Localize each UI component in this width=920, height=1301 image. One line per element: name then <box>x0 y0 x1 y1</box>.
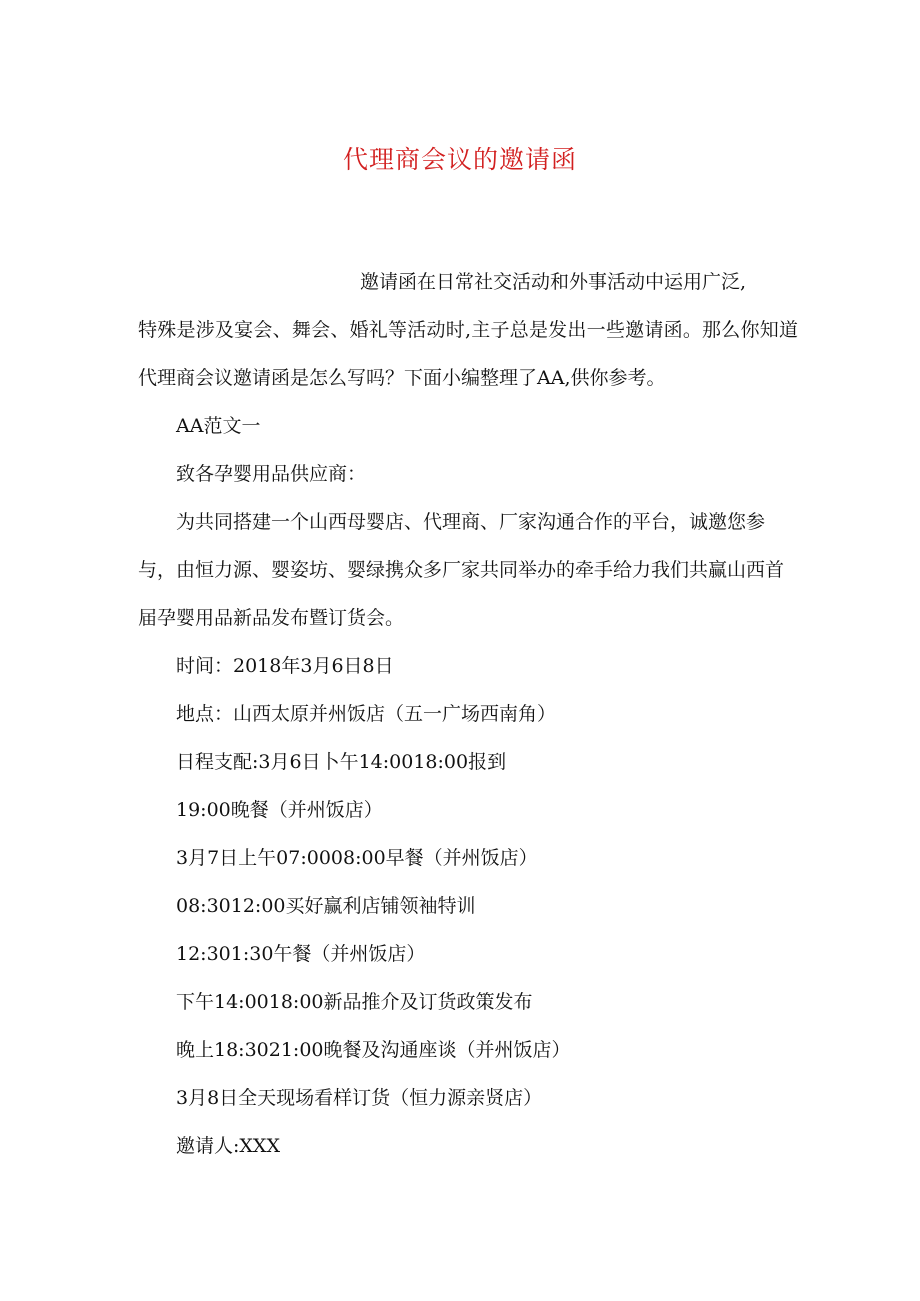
salutation: 致各孕婴用品供应商： <box>176 463 367 485</box>
intro-first-line: 邀请函在日常社交活动和外事活动中运用广泛, <box>360 271 747 293</box>
intro-rest: 特殊是涉及宴会、舞会、婚礼等活动时,主子总是发出一些邀请函。那么你知道代理商会议邀请函是怎么写吗？下面小编整理了AA,供你参考。 <box>138 319 798 389</box>
event-time: 时间：2018年3月6日8日 <box>176 655 394 677</box>
schedule-line: 日程支配:3月6日卜午14:0018:00报到 <box>176 751 507 773</box>
document-title: 代理商会议的邀请函 <box>342 145 577 174</box>
schedule-line: 3月7日上午07:0008:00早餐（并州饭店） <box>176 847 538 869</box>
schedule-line: 晚上18:3021:00晚餐及沟通座谈（并州饭店） <box>176 1039 571 1061</box>
schedule-line: 3月8日全天现场看样订货（恒力源亲贤店） <box>176 1087 543 1109</box>
schedule-line: 19:00晚餐（并州饭店） <box>176 799 383 821</box>
event-location: 地点：山西太原并州饭店（五一广场西南角） <box>176 703 557 725</box>
schedule-line: 08:3012:00买好赢利店铺领袖特训 <box>176 895 476 917</box>
intro-paragraph <box>138 258 798 402</box>
schedule-line: 下午14:0018:00新品推介及订货政策发布 <box>176 991 533 1013</box>
body-paragraph: 为共同搭建一个山西母婴店、代理商、厂家沟通合作的平台，诚邀您参与，由恒力源、婴姿坊、婴绿携众多厂家共同举办的牵手给力我们共赢山西首届孕婴用品新品发布暨订货会。 <box>138 511 785 629</box>
schedule-line: 12:301:30午餐（并州饭店） <box>176 943 426 965</box>
section-heading: AA范文一 <box>176 415 261 437</box>
inviter: 邀请人:XXX <box>176 1135 280 1157</box>
